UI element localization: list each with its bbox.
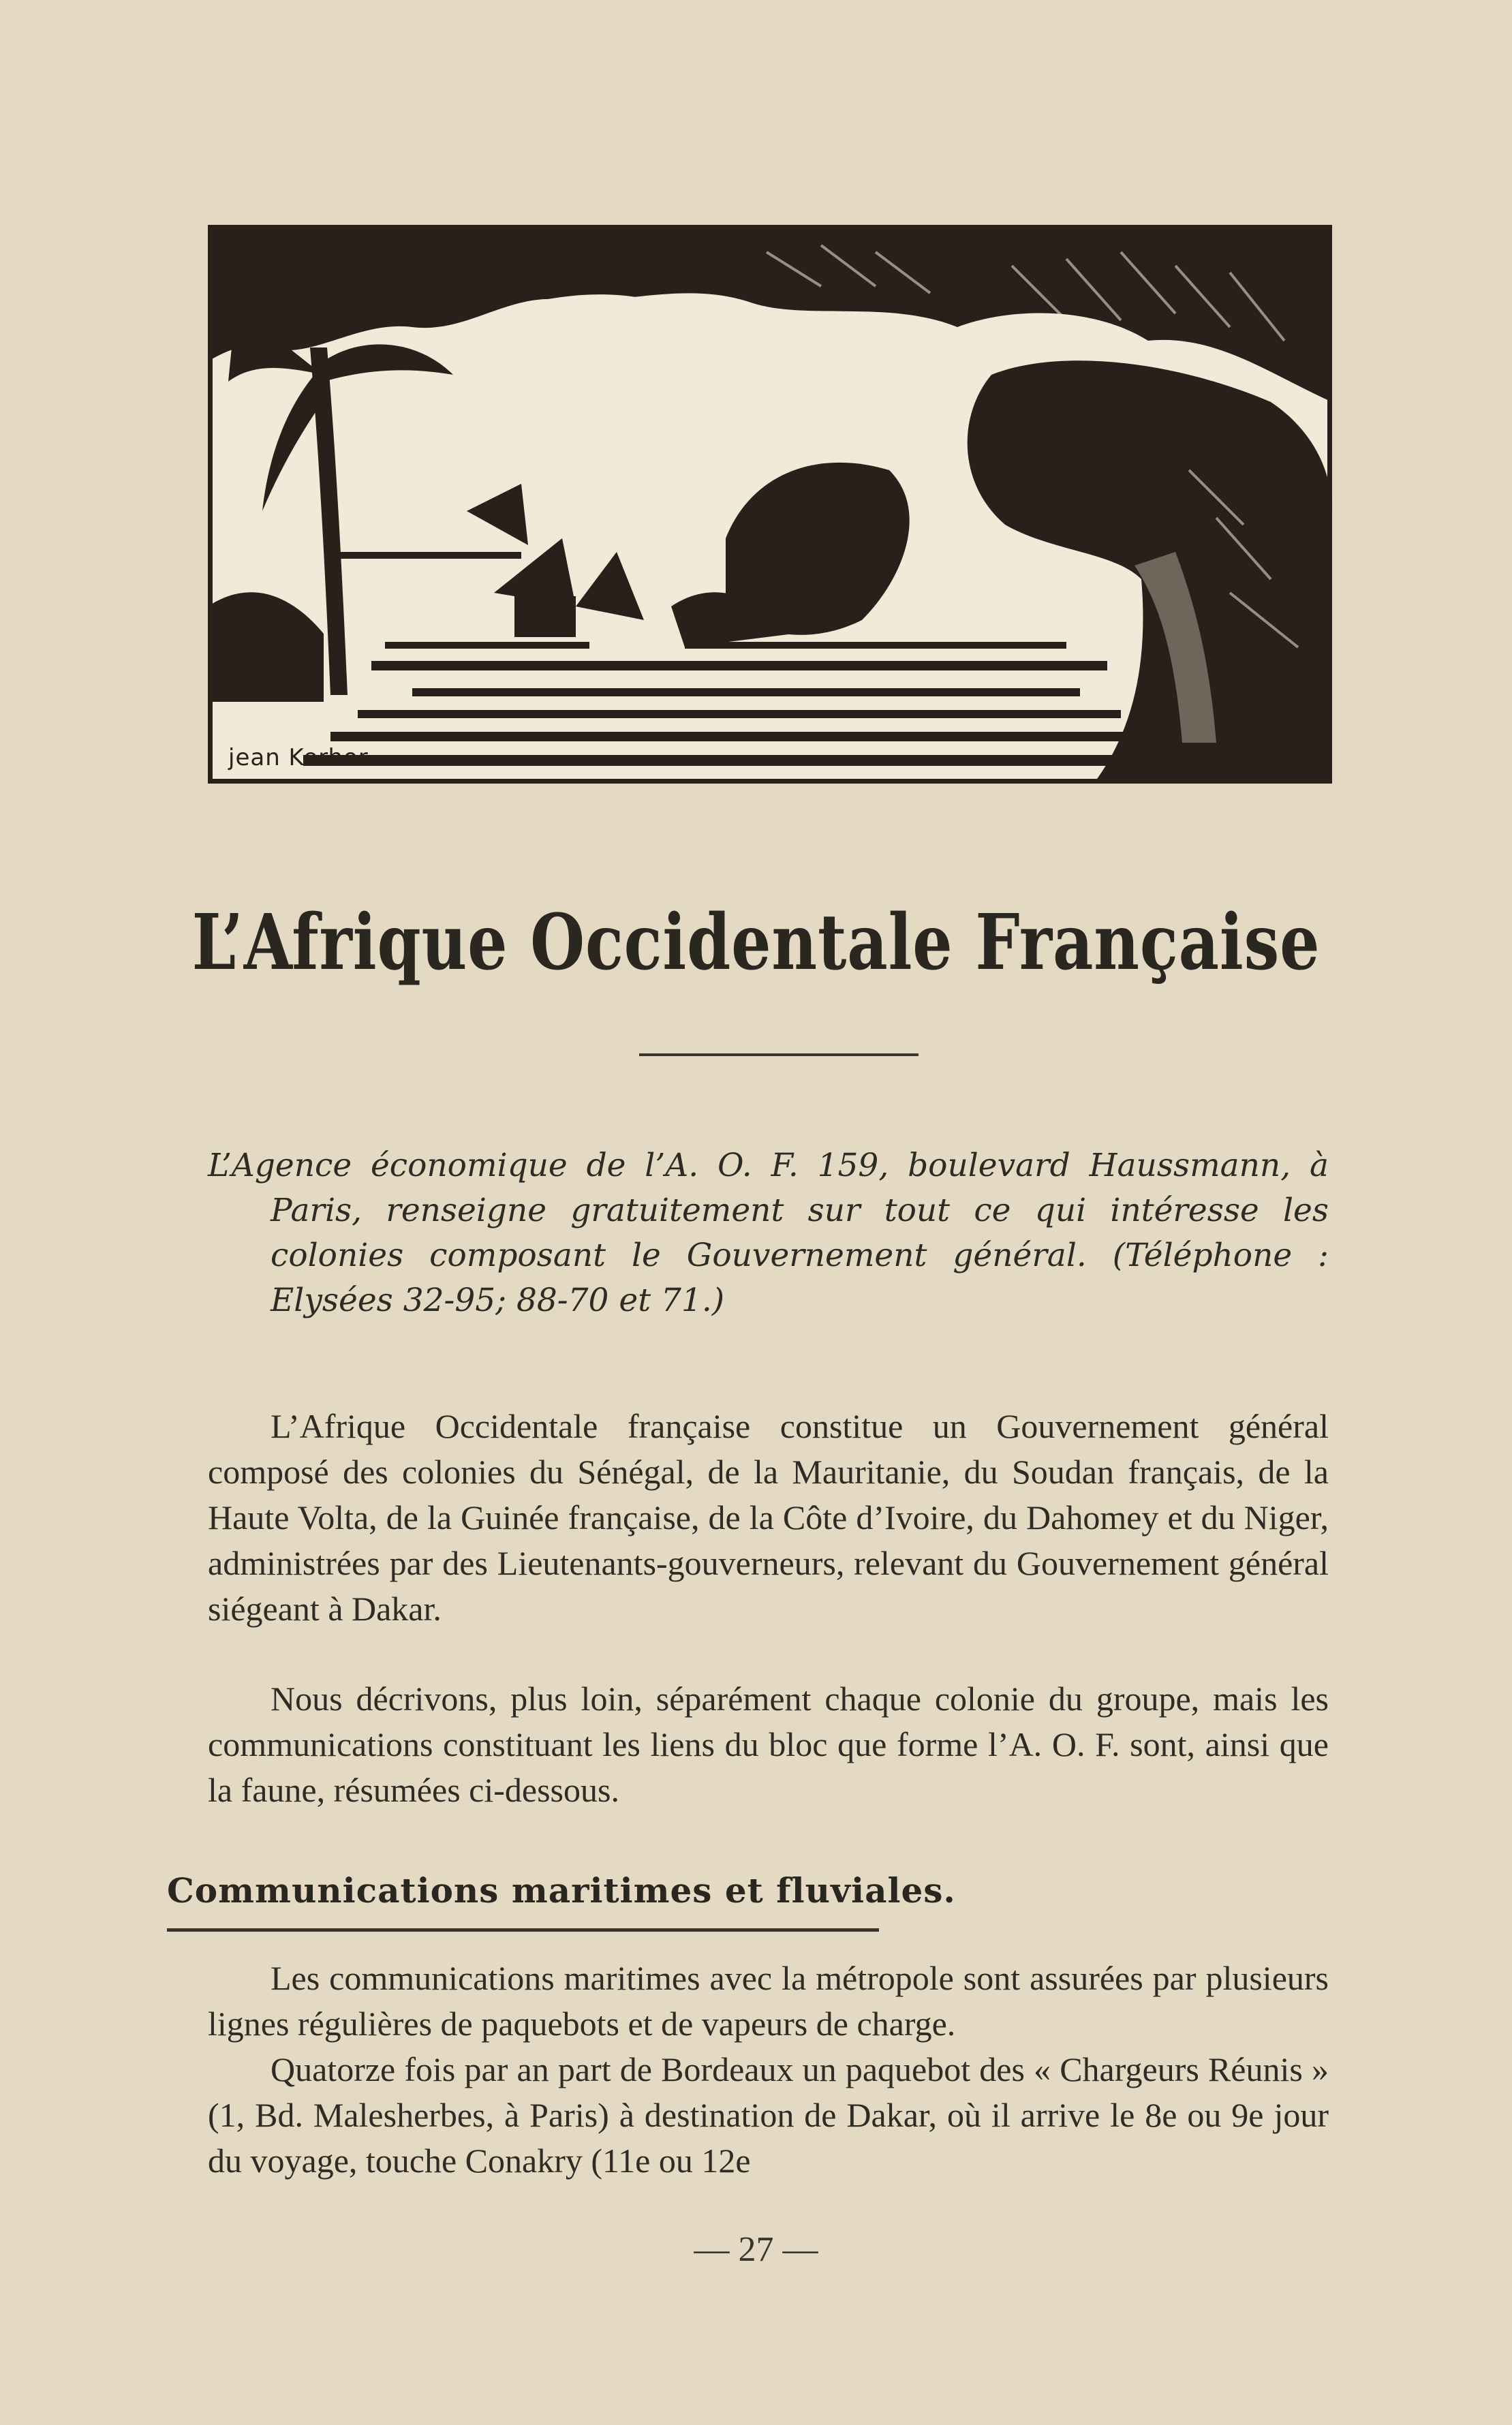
- body-paragraph-1: L’Afrique Occidentale française constitue un Gouvernement général composé des colonies du Sénégal, de la Mauritanie, du Soudan français, de la Haute Volta, de la Guinée française, de la Côte d’Ivoire, du Dahomey et du Niger, administrées par des Lieutenants-gouverneurs, relevant du Gouvernement général siégeant à Dakar.: [208, 1407, 1329, 1628]
- woodcut-landscape-image: [208, 225, 1332, 784]
- intro-paragraph: L’Agence économique de l’A. O. F. 159, boulevard Haussmann, à Paris, renseigne gratuitement sur tout ce qui intéresse les colonies composant le Gouvernement général. (Téléphone : Elysées 32-95; 88-70 et 71.): [208, 1147, 1329, 1319]
- section-paragraph-2: Quatorze fois par an part de Bordeaux un paquebot des « Chargeurs Réunis » (1, Bd. Malesherbes, à Paris) à destination de Dakar, où il arrive le 8e ou 9e jour du voyage, touche Conakry (11e ou 12e: [208, 2050, 1329, 2180]
- section-paragraph-1: Les communications maritimes avec la métropole sont assurées par plusieurs lignes régulières de paquebots et de vapeurs de charge.: [208, 1959, 1329, 2043]
- title-divider: [639, 1053, 919, 1056]
- woodcut-illustration: [208, 225, 1332, 784]
- page-title: L’Afrique Occidentale Française: [191, 898, 1321, 987]
- body-paragraph-2: Nous décrivons, plus loin, séparément chaque colonie du groupe, mais les communications constituant les liens du bloc que forme l’A. O. F. sont, ainsi que la faune, résumées ci-dessous.: [208, 1680, 1329, 1809]
- section-heading: Communications maritimes et fluviales.: [167, 1870, 956, 1911]
- artist-signature: jean Kerhor: [228, 744, 369, 771]
- section-divider: [167, 1928, 879, 1932]
- page-number: — 27 —: [694, 2230, 818, 2269]
